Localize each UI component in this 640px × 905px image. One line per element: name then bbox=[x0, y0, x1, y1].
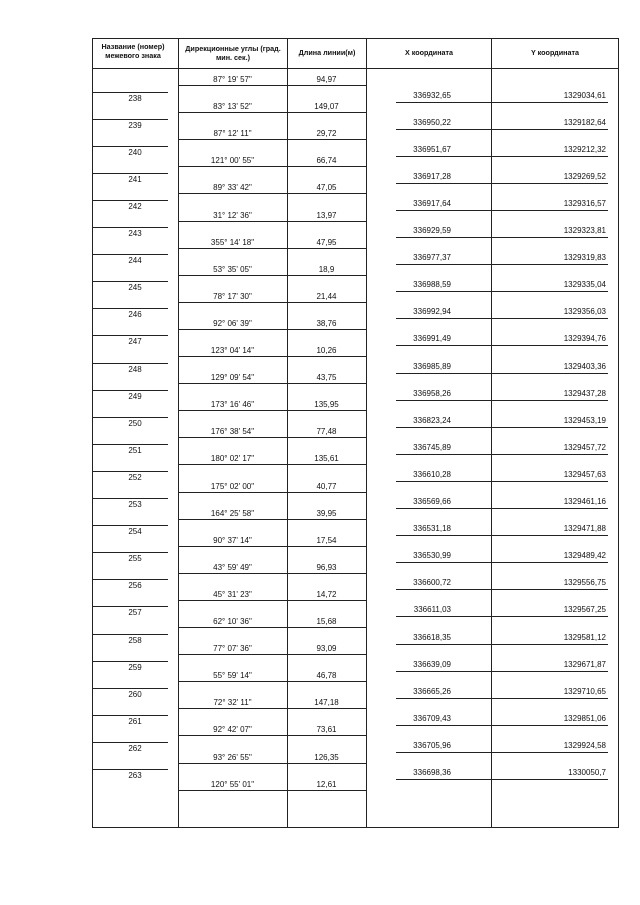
point-name-cell: 255 bbox=[128, 554, 142, 564]
point-name-cell: 243 bbox=[128, 229, 142, 238]
line-length-cell: 39,95 bbox=[316, 508, 337, 518]
segment-rule bbox=[178, 708, 366, 709]
y-coordinate-cell: 1329567,25 bbox=[563, 605, 606, 615]
coordinate-rule bbox=[396, 318, 608, 319]
direction-angle-cell: 355° 14' 18" bbox=[210, 237, 255, 247]
y-coordinate-cell: 1329581,12 bbox=[563, 632, 606, 642]
line-length-cell: 135,95 bbox=[314, 400, 339, 410]
point-rule bbox=[92, 281, 168, 282]
point-name-cell: 259 bbox=[128, 662, 142, 672]
coordinate-rule bbox=[396, 508, 608, 509]
header-x-coordinate: Х координата bbox=[404, 48, 454, 57]
coordinate-rule bbox=[396, 698, 608, 699]
point-name-cell: 244 bbox=[128, 256, 142, 266]
segment-rule bbox=[178, 139, 366, 140]
x-coordinate-cell: 336705,96 bbox=[413, 740, 451, 750]
segment-rule bbox=[178, 383, 366, 384]
y-coordinate-cell: 1329671,87 bbox=[563, 659, 606, 669]
point-name-cell: 254 bbox=[128, 527, 142, 537]
coordinate-rule bbox=[396, 589, 608, 590]
coordinate-rule bbox=[396, 454, 608, 455]
point-name-cell: 240 bbox=[128, 147, 142, 157]
direction-angle-cell: 31° 12' 36" bbox=[213, 210, 252, 220]
point-rule bbox=[92, 227, 168, 228]
x-coordinate-cell: 336698,36 bbox=[413, 768, 451, 777]
header-line-length: Длина линии(м) bbox=[298, 48, 356, 57]
x-coordinate-cell: 336932,65 bbox=[413, 90, 451, 100]
coordinate-rule bbox=[396, 291, 608, 292]
y-coordinate-cell: 1329034,61 bbox=[563, 90, 606, 100]
y-coordinate-cell: 1329924,58 bbox=[563, 740, 606, 750]
point-name-cell: 256 bbox=[128, 581, 142, 591]
x-coordinate-cell: 336618,35 bbox=[413, 632, 451, 642]
line-length-cell: 126,35 bbox=[314, 752, 339, 762]
line-length-cell: 73,61 bbox=[316, 725, 337, 735]
direction-angle-cell: 93° 26' 55" bbox=[213, 752, 252, 762]
point-rule bbox=[92, 173, 168, 174]
header-y-coordinate: Y координата bbox=[531, 48, 579, 57]
segment-rule bbox=[178, 763, 366, 764]
y-coordinate-cell: 1329182,64 bbox=[563, 117, 606, 127]
point-rule bbox=[92, 308, 168, 309]
point-name-cell: 249 bbox=[128, 391, 142, 401]
y-coordinate-cell: 1329437,28 bbox=[563, 388, 606, 398]
y-coordinate-cell: 1329556,75 bbox=[563, 578, 606, 588]
point-name-cell: 239 bbox=[128, 120, 142, 130]
coordinate-rule bbox=[396, 481, 608, 482]
table-border-bottom bbox=[92, 827, 618, 828]
x-coordinate-cell: 336951,67 bbox=[413, 144, 451, 154]
point-rule bbox=[92, 146, 168, 147]
line-length-cell: 15,68 bbox=[316, 617, 337, 626]
direction-angle-cell: 129° 09' 54" bbox=[210, 373, 255, 383]
point-name-cell: 258 bbox=[128, 635, 142, 645]
direction-angle-cell: 78° 17' 30" bbox=[213, 291, 252, 301]
x-coordinate-cell: 336992,94 bbox=[413, 307, 451, 317]
header-divider bbox=[92, 68, 618, 69]
segment-rule bbox=[178, 437, 366, 438]
point-rule bbox=[92, 661, 168, 662]
point-rule bbox=[92, 769, 168, 770]
x-coordinate-cell: 336917,64 bbox=[413, 198, 451, 208]
point-name-cell: 253 bbox=[128, 500, 142, 509]
segment-rule bbox=[178, 519, 366, 520]
segment-rule bbox=[178, 627, 366, 628]
point-rule bbox=[92, 715, 168, 716]
column-divider bbox=[178, 38, 179, 828]
table-border-top bbox=[92, 38, 618, 39]
point-rule bbox=[92, 742, 168, 743]
coordinate-rule bbox=[396, 129, 608, 130]
point-rule bbox=[92, 200, 168, 201]
column-divider bbox=[366, 38, 367, 828]
direction-angle-cell: 123° 04' 14" bbox=[210, 346, 255, 355]
direction-angle-cell: 62° 10' 36" bbox=[213, 617, 252, 626]
point-name-cell: 261 bbox=[128, 716, 142, 726]
x-coordinate-cell: 336745,89 bbox=[413, 442, 451, 452]
coordinate-rule bbox=[396, 102, 608, 103]
line-length-cell: 21,44 bbox=[316, 291, 337, 301]
line-length-cell: 40,77 bbox=[316, 481, 337, 491]
line-length-cell: 47,05 bbox=[316, 183, 337, 193]
point-rule bbox=[92, 119, 168, 120]
x-coordinate-cell: 336531,18 bbox=[413, 524, 451, 534]
y-coordinate-cell: 1329212,32 bbox=[563, 144, 606, 154]
line-length-cell: 94,97 bbox=[316, 75, 337, 84]
y-coordinate-cell: 1330050,7 bbox=[568, 768, 606, 777]
point-rule bbox=[92, 254, 168, 255]
point-rule bbox=[92, 498, 168, 499]
line-length-cell: 12,61 bbox=[316, 779, 337, 789]
coordinate-rule bbox=[396, 671, 608, 672]
segment-rule bbox=[178, 410, 366, 411]
line-length-cell: 47,95 bbox=[316, 237, 337, 247]
x-coordinate-cell: 336709,43 bbox=[413, 713, 451, 723]
direction-angle-cell: 90° 37' 14" bbox=[213, 535, 252, 545]
direction-angle-cell: 120° 55' 01" bbox=[210, 779, 255, 789]
y-coordinate-cell: 1329403,36 bbox=[563, 361, 606, 371]
coordinate-rule bbox=[396, 725, 608, 726]
segment-rule bbox=[178, 464, 366, 465]
segment-rule bbox=[178, 275, 366, 276]
x-coordinate-cell: 336950,22 bbox=[413, 117, 451, 127]
x-coordinate-cell: 336569,66 bbox=[413, 497, 451, 506]
coordinate-rule bbox=[396, 264, 608, 265]
x-coordinate-cell: 336985,89 bbox=[413, 361, 451, 371]
y-coordinate-cell: 1329453,19 bbox=[563, 415, 606, 425]
direction-angle-cell: 175° 02' 00" bbox=[210, 481, 255, 491]
segment-rule bbox=[178, 221, 366, 222]
x-coordinate-cell: 336991,49 bbox=[413, 334, 451, 344]
segment-rule bbox=[178, 546, 366, 547]
coordinate-rule bbox=[396, 562, 608, 563]
y-coordinate-cell: 1329471,88 bbox=[563, 524, 606, 534]
coordinate-rule bbox=[396, 237, 608, 238]
direction-angle-cell: 83° 13' 52" bbox=[213, 102, 252, 112]
segment-rule bbox=[178, 329, 366, 330]
x-coordinate-cell: 336610,28 bbox=[413, 469, 451, 479]
header-direction-angle: Дирекционные углы (град. мин. сек.) bbox=[185, 44, 281, 62]
segment-rule bbox=[178, 790, 366, 791]
point-name-cell: 250 bbox=[128, 418, 142, 428]
point-rule bbox=[92, 688, 168, 689]
line-length-cell: 14,72 bbox=[316, 589, 337, 599]
line-length-cell: 38,76 bbox=[316, 318, 337, 328]
x-coordinate-cell: 336665,26 bbox=[413, 686, 451, 696]
y-coordinate-cell: 1329319,83 bbox=[563, 253, 606, 263]
coordinate-rule bbox=[396, 210, 608, 211]
point-name-cell: 263 bbox=[128, 771, 142, 780]
segment-rule bbox=[178, 573, 366, 574]
point-name-cell: 241 bbox=[128, 174, 142, 184]
point-rule bbox=[92, 335, 168, 336]
direction-angle-cell: 173° 16' 46" bbox=[210, 400, 255, 410]
segment-rule bbox=[178, 193, 366, 194]
coordinate-rule bbox=[396, 616, 608, 617]
direction-angle-cell: 45° 31' 23" bbox=[213, 589, 252, 599]
coordinate-rule bbox=[396, 535, 608, 536]
y-coordinate-cell: 1329269,52 bbox=[563, 171, 606, 181]
direction-angle-cell: 89° 33' 42" bbox=[213, 183, 252, 193]
y-coordinate-cell: 1329335,04 bbox=[563, 280, 606, 290]
column-divider bbox=[287, 38, 288, 828]
coordinate-rule bbox=[396, 156, 608, 157]
line-length-cell: 77,48 bbox=[316, 427, 337, 437]
point-name-cell: 257 bbox=[128, 608, 142, 618]
column-divider bbox=[92, 38, 93, 828]
x-coordinate-cell: 336917,28 bbox=[413, 171, 451, 181]
point-name-cell: 238 bbox=[128, 93, 142, 103]
segment-rule bbox=[178, 356, 366, 357]
line-length-cell: 135,61 bbox=[314, 454, 339, 464]
line-length-cell: 96,93 bbox=[316, 562, 337, 572]
direction-angle-cell: 92° 42' 07" bbox=[213, 725, 252, 735]
direction-angle-cell: 87° 12' 11" bbox=[213, 129, 252, 139]
y-coordinate-cell: 1329457,63 bbox=[563, 469, 606, 479]
point-rule bbox=[92, 417, 168, 418]
point-name-cell: 252 bbox=[128, 472, 142, 482]
point-rule bbox=[92, 390, 168, 391]
x-coordinate-cell: 336600,72 bbox=[413, 578, 451, 588]
line-length-cell: 66,74 bbox=[316, 156, 337, 166]
coordinate-rule bbox=[396, 345, 608, 346]
coordinate-rule bbox=[396, 373, 608, 374]
line-length-cell: 10,26 bbox=[316, 346, 337, 355]
column-divider bbox=[618, 38, 619, 828]
y-coordinate-cell: 1329851,06 bbox=[563, 713, 606, 723]
point-name-cell: 262 bbox=[128, 743, 142, 753]
line-length-cell: 149,07 bbox=[314, 102, 339, 112]
segment-rule bbox=[178, 654, 366, 655]
line-length-cell: 17,54 bbox=[316, 535, 337, 545]
point-rule bbox=[92, 471, 168, 472]
point-rule bbox=[92, 444, 168, 445]
line-length-cell: 43,75 bbox=[316, 373, 337, 383]
segment-rule bbox=[178, 85, 366, 86]
point-rule bbox=[92, 525, 168, 526]
point-rule bbox=[92, 552, 168, 553]
x-coordinate-cell: 336823,24 bbox=[413, 415, 451, 425]
y-coordinate-cell: 1329710,65 bbox=[563, 686, 606, 696]
segment-rule bbox=[178, 735, 366, 736]
y-coordinate-cell: 1329489,42 bbox=[563, 551, 606, 561]
coordinate-rule bbox=[396, 644, 608, 645]
segment-rule bbox=[178, 248, 366, 249]
coordinate-rule bbox=[396, 400, 608, 401]
line-length-cell: 13,97 bbox=[316, 210, 337, 220]
x-coordinate-cell: 336988,59 bbox=[413, 280, 451, 290]
x-coordinate-cell: 336977,37 bbox=[413, 253, 451, 263]
direction-angle-cell: 55° 59' 14" bbox=[213, 671, 252, 681]
point-rule bbox=[92, 92, 168, 93]
point-name-cell: 245 bbox=[128, 283, 142, 293]
x-coordinate-cell: 336530,99 bbox=[413, 551, 451, 561]
point-name-cell: 242 bbox=[128, 201, 142, 211]
y-coordinate-cell: 1329323,81 bbox=[563, 226, 606, 235]
direction-angle-cell: 121° 00' 55" bbox=[210, 156, 255, 166]
coordinate-rule bbox=[396, 427, 608, 428]
segment-rule bbox=[178, 166, 366, 167]
segment-rule bbox=[178, 600, 366, 601]
line-length-cell: 18,9 bbox=[318, 264, 335, 274]
point-name-cell: 260 bbox=[128, 689, 142, 699]
line-length-cell: 147,18 bbox=[314, 698, 339, 708]
y-coordinate-cell: 1329457,72 bbox=[563, 442, 606, 452]
direction-angle-cell: 164° 25' 58" bbox=[210, 508, 255, 518]
point-rule bbox=[92, 606, 168, 607]
direction-angle-cell: 77° 07' 36" bbox=[213, 644, 252, 654]
direction-angle-cell: 176° 38' 54" bbox=[210, 427, 255, 437]
segment-rule bbox=[178, 492, 366, 493]
direction-angle-cell: 72° 32' 11" bbox=[213, 698, 252, 708]
x-coordinate-cell: 336611,03 bbox=[413, 605, 451, 615]
direction-angle-cell: 92° 06' 39" bbox=[213, 318, 252, 328]
coordinate-rule bbox=[396, 752, 608, 753]
direction-angle-cell: 53° 35' 05" bbox=[213, 264, 252, 274]
point-name-cell: 251 bbox=[128, 445, 142, 455]
point-rule bbox=[92, 363, 168, 364]
direction-angle-cell: 87° 19' 57" bbox=[213, 75, 252, 84]
segment-rule bbox=[178, 681, 366, 682]
y-coordinate-cell: 1329316,57 bbox=[563, 198, 606, 208]
line-length-cell: 29,72 bbox=[316, 129, 337, 139]
line-length-cell: 93,09 bbox=[316, 644, 337, 654]
segment-rule bbox=[178, 112, 366, 113]
direction-angle-cell: 43° 59' 49" bbox=[213, 562, 252, 572]
x-coordinate-cell: 336929,59 bbox=[413, 226, 451, 235]
coordinate-rule bbox=[396, 183, 608, 184]
point-rule bbox=[92, 579, 168, 580]
direction-angle-cell: 180° 02' 17" bbox=[210, 454, 255, 464]
coordinate-rule bbox=[396, 779, 608, 780]
x-coordinate-cell: 336639,09 bbox=[413, 659, 451, 669]
segment-rule bbox=[178, 302, 366, 303]
point-name-cell: 248 bbox=[128, 364, 142, 374]
x-coordinate-cell: 336958,26 bbox=[413, 388, 451, 398]
point-name-cell: 246 bbox=[128, 310, 142, 320]
y-coordinate-cell: 1329461,16 bbox=[563, 497, 606, 506]
header-point-name: Название (номер) межевого знака bbox=[101, 42, 165, 60]
y-coordinate-cell: 1329394,76 bbox=[563, 334, 606, 344]
y-coordinate-cell: 1329356,03 bbox=[563, 307, 606, 317]
point-name-cell: 247 bbox=[128, 337, 142, 347]
line-length-cell: 46,78 bbox=[316, 671, 337, 681]
point-rule bbox=[92, 634, 168, 635]
